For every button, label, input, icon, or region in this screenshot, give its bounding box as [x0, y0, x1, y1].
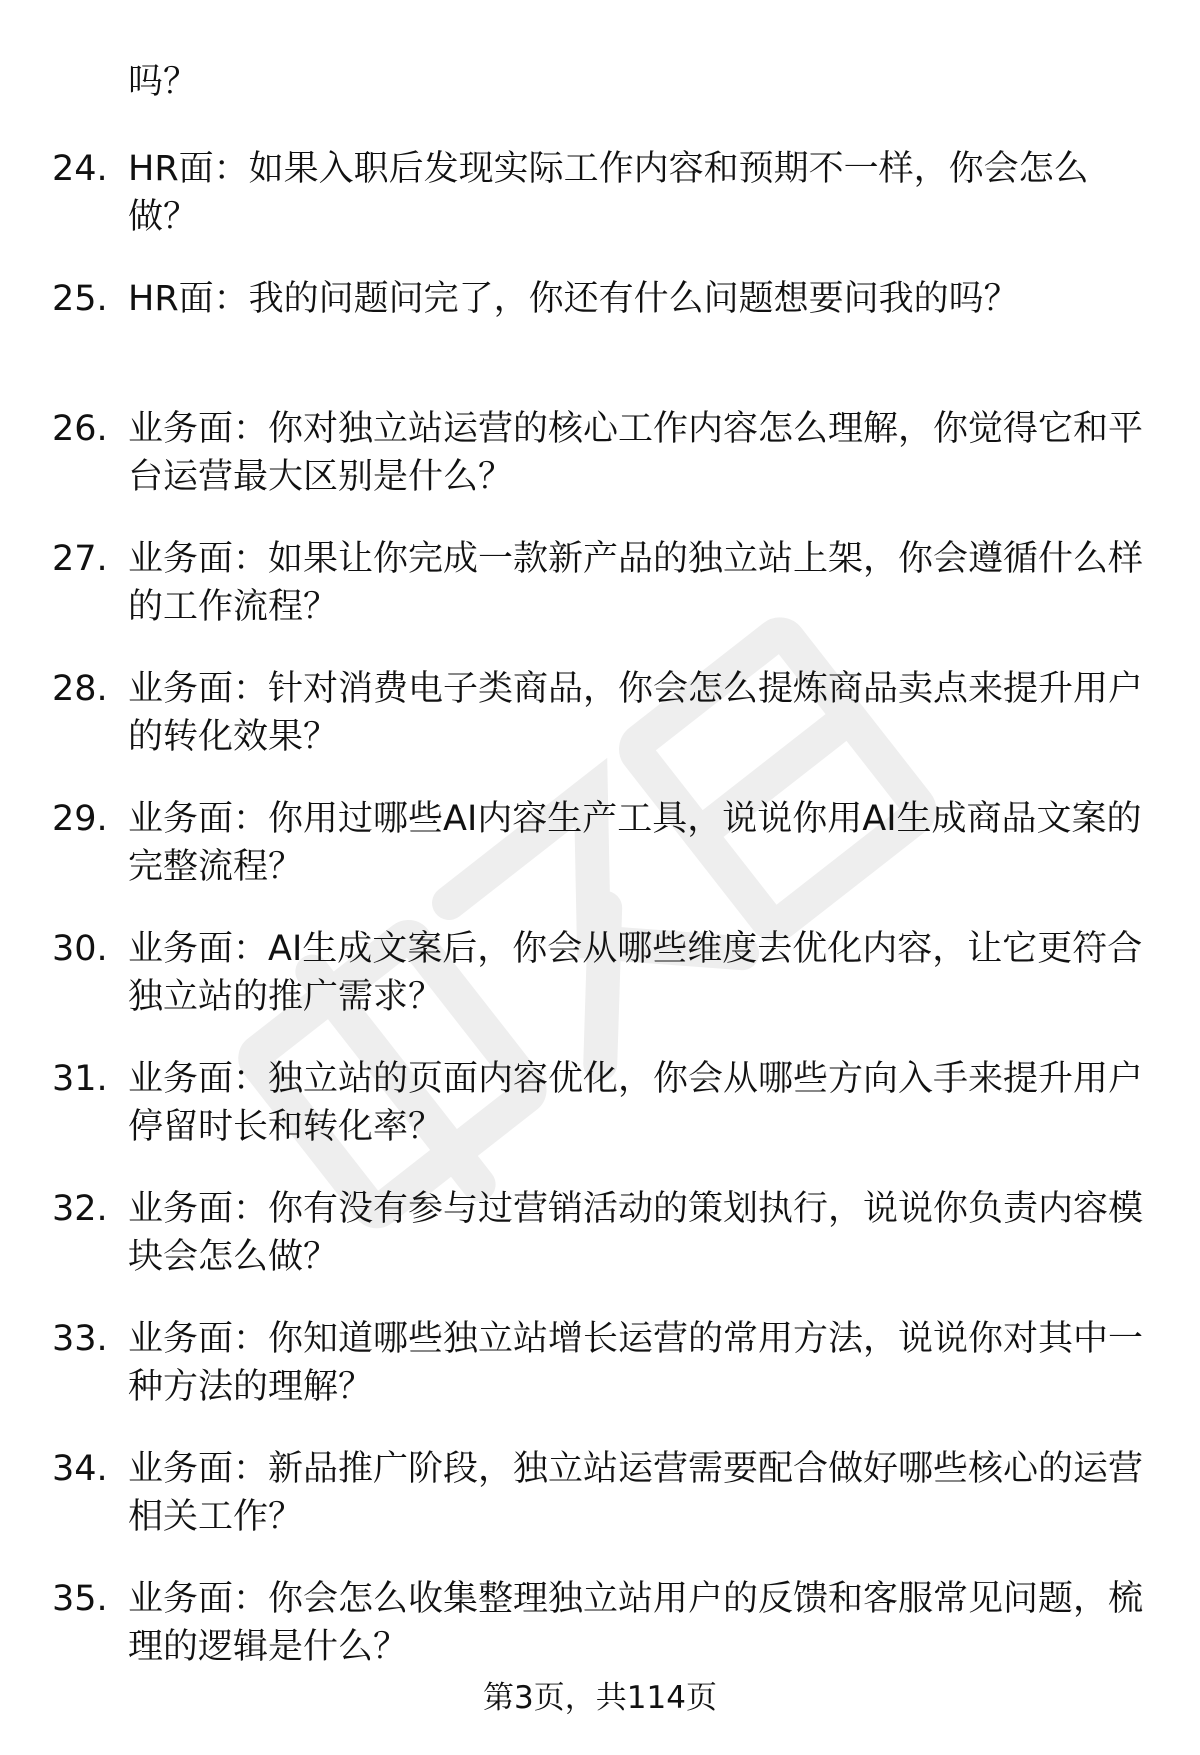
question-number: 34.: [52, 1449, 108, 1489]
question-text: 业务面：你会怎么收集整理独立站用户的反馈和客服常见问题，梳理的逻辑是什么？: [128, 1579, 1144, 1667]
question-text: 业务面：你用过哪些AI内容生产工具，说说你用AI生成商品文案的完整流程？: [128, 799, 1142, 887]
question-number: 28.: [52, 669, 108, 709]
question-text: HR面：我的问题问完了，你还有什么问题想要问我的吗？: [128, 279, 1019, 319]
question-text: 业务面：你对独立站运营的核心工作内容怎么理解，你觉得它和平台运营最大区别是什么？: [128, 409, 1144, 497]
list-item: [0, 665, 1200, 795]
list-item: [0, 1185, 1200, 1315]
question-text: HR面：如果入职后发现实际工作内容和预期不一样，你会怎么做？: [128, 149, 1089, 237]
list-item: [0, 1055, 1200, 1185]
question-text: 业务面：新品推广阶段，独立站运营需要配合做好哪些核心的运营相关工作？: [128, 1449, 1144, 1537]
question-text: 业务面：你知道哪些独立站增长运营的常用方法，说说你对其中一种方法的理解？: [128, 1319, 1144, 1407]
list-item: [0, 1445, 1200, 1575]
question-text: 业务面：独立站的页面内容优化，你会从哪些方向入手来提升用户停留时长和转化率？: [128, 1059, 1144, 1147]
list-item: [0, 535, 1200, 665]
list-item: [0, 795, 1200, 925]
question-number: 32.: [52, 1189, 108, 1229]
question-list: [0, 145, 1200, 1705]
question-number: 33.: [52, 1319, 108, 1359]
question-text: 业务面：如果让你完成一款新产品的独立站上架，你会遵循什么样的工作流程？: [128, 539, 1144, 627]
question-text: 业务面：AI生成文案后，你会从哪些维度去优化内容，让它更符合独立站的推广需求？: [128, 929, 1143, 1017]
list-item: [0, 925, 1200, 1055]
question-number: 24.: [52, 149, 108, 189]
question-number: 27.: [52, 539, 108, 579]
question-number: 35.: [52, 1579, 108, 1619]
question-number: 31.: [52, 1059, 108, 1099]
question-number: 25.: [52, 279, 108, 319]
list-item: [0, 405, 1200, 535]
list-item: [0, 1315, 1200, 1445]
question-number: 29.: [52, 799, 108, 839]
list-item: [0, 275, 1200, 405]
question-number: 30.: [52, 929, 108, 969]
list-item: [0, 145, 1200, 275]
question-text: 业务面：你有没有参与过营销活动的策划执行，说说你负责内容模块会怎么做？: [128, 1189, 1144, 1277]
question-text: 业务面：针对消费电子类商品，你会怎么提炼商品卖点来提升用户的转化效果？: [128, 669, 1144, 757]
page-footer: 第3页，共114页: [483, 1680, 717, 1716]
continued-question-text: 吗？: [128, 62, 199, 102]
question-number: 26.: [52, 409, 108, 449]
